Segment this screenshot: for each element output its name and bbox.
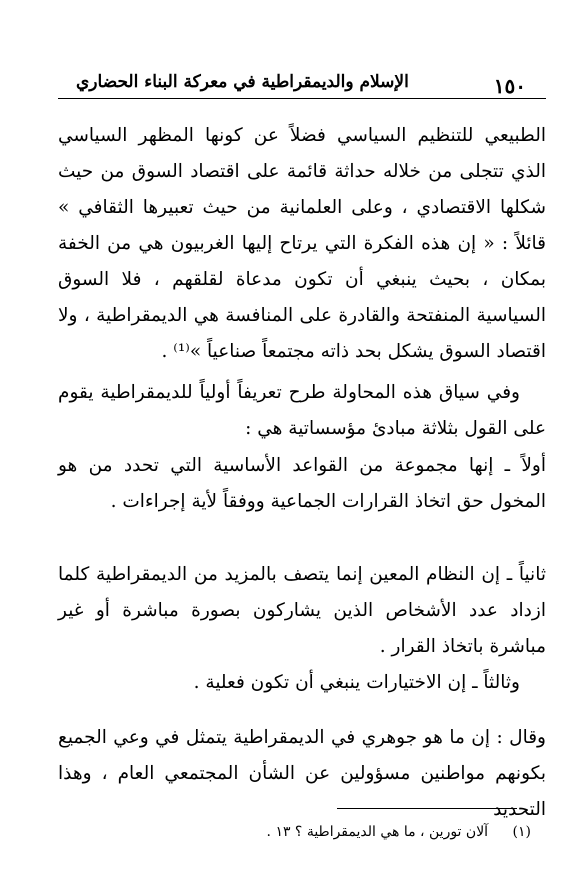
page-number: ١٥٠ — [493, 74, 526, 98]
footnote-number: (١) — [512, 824, 531, 840]
paragraph: أولاً ـ إنها مجموعة من القواعد الأساسية التي تحدد من هو المخول حق اتخاذ القرارات الجماعية ووفقاً لأية إجراءات . — [58, 455, 546, 512]
page-header — [58, 68, 546, 99]
footnote-text: آلان تورين ، ما هي الديمقراطية ؟ ١٣ . — [266, 824, 489, 840]
paragraph: وقال : إن ما هو جوهري في الديمقراطية يتمثل في وعي الجميع بكونهم مواطنين مسؤولين عن الشأن المجتمعي العام ، وهذا التحديد — [58, 727, 546, 820]
footnote — [91, 822, 531, 842]
running-title: الإسلام والديمقراطية في معركة البناء الحضاري — [76, 72, 409, 92]
footnote-divider — [337, 808, 517, 809]
paragraph: ثانياً ـ إن النظام المعين إنما يتصف بالمزيد من الديمقراطية كلما ازداد عدد الأشخاص الذين يشاركون بصورة مباشرة أو غير مباشرة باتخاذ القرار . — [58, 564, 546, 657]
paragraph: الطبيعي للتنظيم السياسي فضلاً عن كونها المظهر السياسي الذي تتجلى من خلاله حداثة قائمة على اقتصاد السوق من حيث شكلها الاقتصادي ، وعلى العلمانية من حيث تعبيرها الثقافي » قائلاً : « إن هذه الفكرة التي يرتاح إليها الغربيون هي من الخفة بمكان ، بحيث ينبغي أن تكون مدعاة لقلقهم ، فلا السوق السياسية المنفتحة والقادرة على المنافسة هي الديمقراطية ، ولا اقتصاد السوق يشكل بحد ذاته مجتمعاً صناعياً »⁽¹⁾ . — [58, 125, 546, 362]
paragraph: وفي سياق هذه المحاولة طرح تعريفاً أولياً للديمقراطية يقوم على القول بثلاثة مبادئ مؤسساتية هي : — [58, 382, 546, 439]
paragraph: وثالثاً ـ إن الاختيارات ينبغي أن تكون فعلية . — [193, 672, 520, 693]
